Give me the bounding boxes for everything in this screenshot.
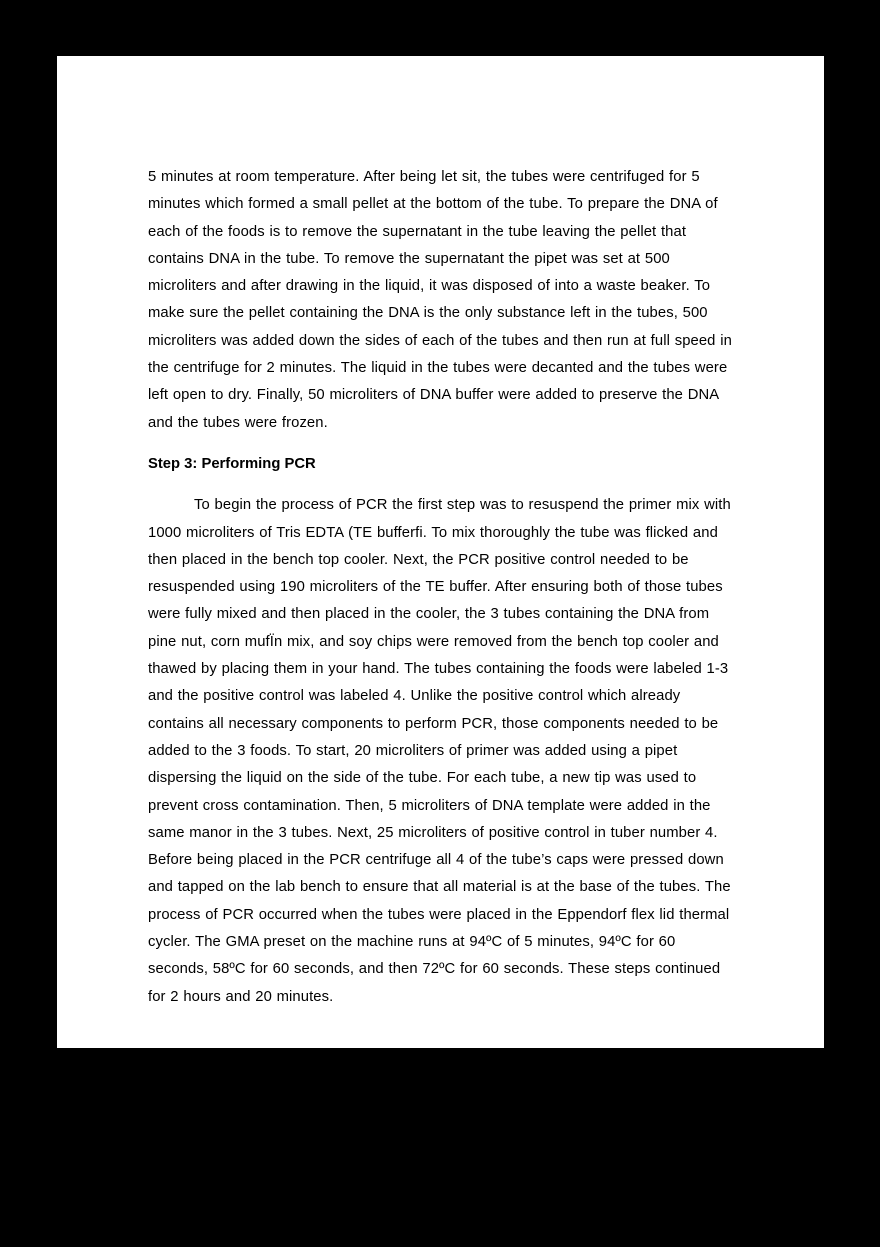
paragraph-dna-preparation: 5 minutes at room temperature. After being let sit, the tubes were centrifuged for 5 minutes which formed a small pellet at the bottom of the tube. To prepare the DNA of each of the foods is to remove the supernatant in the tube leaving the pellet that contains DNA in the tube. To remove the supernatant the pipet was set at 500 microliters and after drawing in the liquid, it was disposed of into a waste beaker. To make sure the pellet containing the DNA is the only substance left in the tubes, 500 microliters was added down the sides of each of the tubes and then run at full speed in the centrifuge for 2 minutes. The liquid in the tubes were decanted and the tubes were left open to dry. Finally, 50 microliters of DNA buffer were added to preserve the DNA and the tubes were frozen.: [148, 169, 732, 431]
section-heading-step3: Step 3: Performing PCR: [148, 455, 316, 472]
document-page: [57, 56, 824, 1048]
paragraph-performing-pcr: To begin the process of PCR the first step was to resuspend the primer mix with 1000 microliters of Tris EDTA (TE bufferfi. To mix thoroughly the tube was flicked and then placed in the bench top cooler. Next, the PCR positive control needed to be resuspended using 190 microliters of the TE buffer. After ensuring both of those tubes were fully mixed and then placed in the cooler, the 3 tubes containing the DNA from pine nut, corn mufÏn mix, and soy chips were removed from the bench top cooler and thawed by placing them in your hand. The tubes containing the foods were labeled 1-3 and the positive control was labeled 4. Unlike the positive control which already contains all necessary components to perform PCR, those components needed to be added to the 3 foods. To start, 20 microliters of primer was added using a pipet dispersing the liquid on the side of the tube. For each tube, a new tip was used to prevent cross contamination. Then, 5 microliters of DNA template were added in the same manor in the 3 tubes. Next, 25 microliters of positive control in tuber number 4. Before being placed in the PCR centrifuge all 4 of the tube’s caps were pressed down and tapped on the lab bench to ensure that all material is at the base of the tubes. The process of PCR occurred when the tubes were placed in the Eppendorf flex lid thermal cycler. The GMA preset on the machine runs at 94ºC of 5 minutes, 94ºC for 60 seconds, 58ºC for 60 seconds, and then 72ºC for 60 seconds. These steps continued for 2 hours and 20 minutes.: [148, 497, 731, 1005]
